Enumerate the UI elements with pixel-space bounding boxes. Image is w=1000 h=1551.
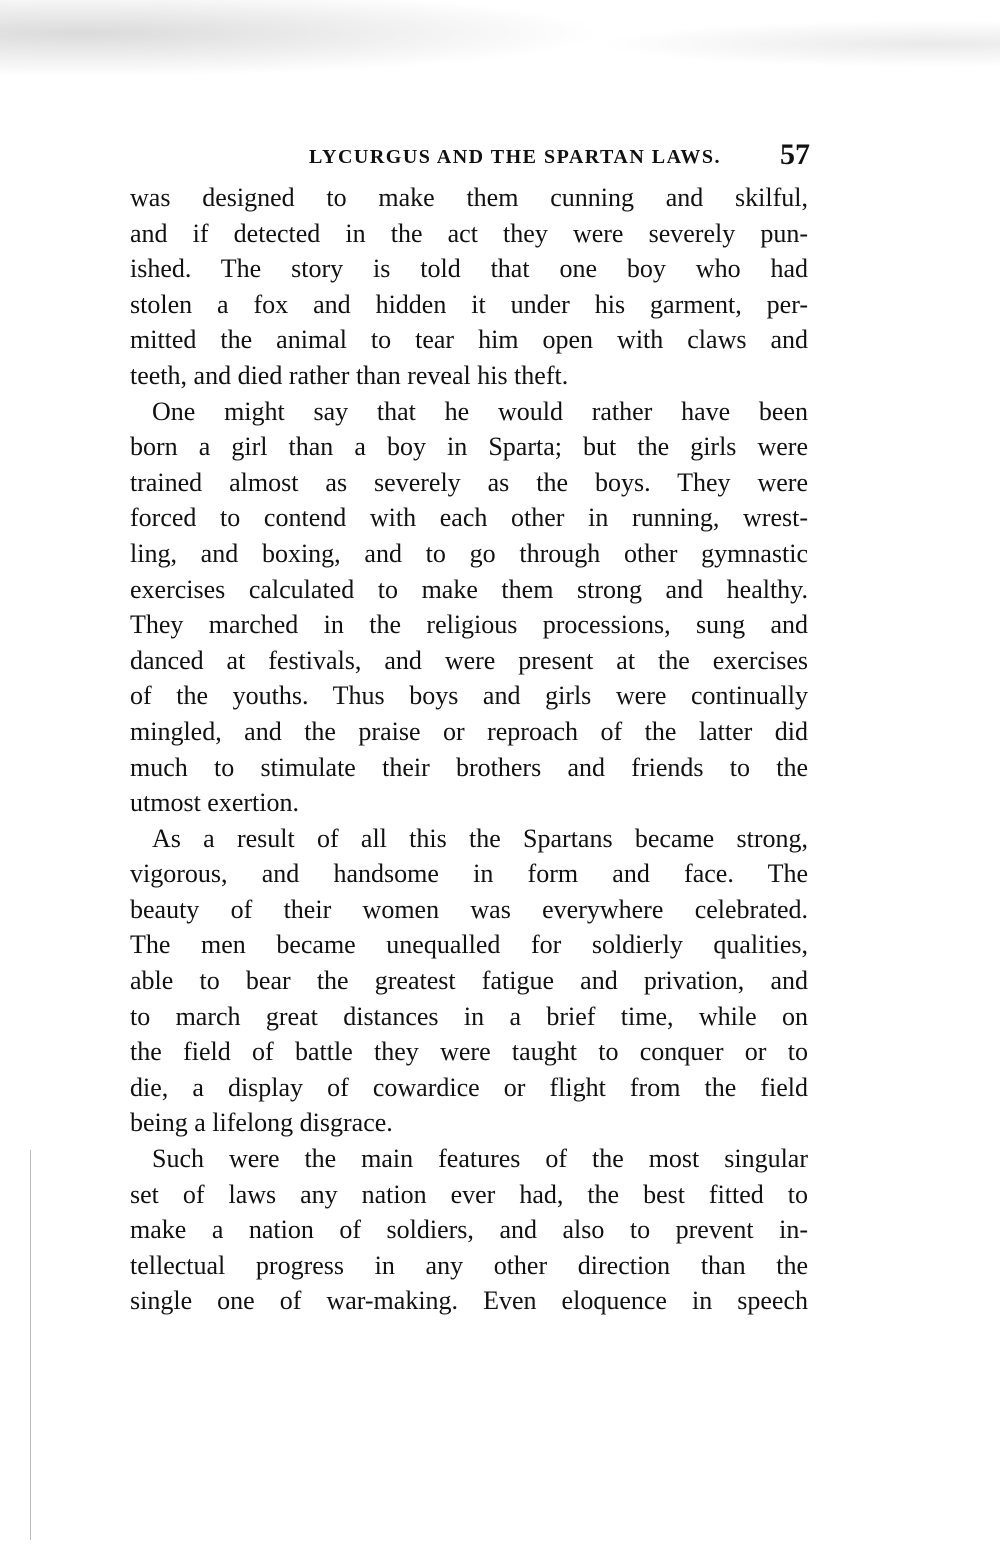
text-line: much to stimulate their brothers and friends to the <box>130 752 808 782</box>
text-line: die, a display of cowardice or flight from the field <box>130 1072 808 1102</box>
text-line: set of laws any nation ever had, the best fitted to <box>130 1179 808 1209</box>
text-line: stolen a fox and hidden it under his garment, per- <box>130 289 808 319</box>
text-line: teeth, and died rather than reveal his theft. <box>130 360 569 390</box>
text-line: forced to contend with each other in running, wrest- <box>130 503 808 533</box>
text-line: mitted the animal to tear him open with claws and <box>130 325 808 355</box>
text-line: was designed to make them cunning and skilful, <box>130 183 808 212</box>
running-header: LYCURGUS AND THE SPARTAN LAWS. <box>309 146 721 168</box>
text-line: The men became unequalled for soldierly qualities, <box>130 930 808 960</box>
text-line: beauty of their women was everywhere celebrated. <box>130 894 808 924</box>
text-line: make a nation of soldiers, and also to prevent in- <box>130 1215 808 1245</box>
text-line: mingled, and the praise or reproach of the latter did <box>130 716 808 746</box>
scan-smudge <box>0 0 1000 110</box>
paragraph <box>130 821 808 1141</box>
page-number: 57 <box>780 138 810 171</box>
text-line: As a result of all this the Spartans became strong, <box>152 823 808 853</box>
text-line: and if detected in the act they were severely pun- <box>130 218 808 248</box>
text-line: utmost exertion. <box>130 788 299 818</box>
text-line: ished. The story is told that one boy who had <box>130 254 808 284</box>
text-line: danced at festivals, and were present at the exercises <box>130 645 808 675</box>
text-line: They marched in the religious processions, sung and <box>130 610 808 640</box>
text-line: to march great distances in a brief time, while on <box>130 1001 808 1031</box>
text-line: born a girl than a boy in Sparta; but the girls were <box>130 432 808 462</box>
text-line: being a lifelong disgrace. <box>130 1108 393 1138</box>
text-line: trained almost as severely as the boys. They were <box>130 467 808 497</box>
text-line: the field of battle they were taught to conquer or to <box>130 1037 808 1067</box>
text-line: single one of war-making. Even eloquence in speech <box>130 1286 808 1316</box>
text-line: ling, and boxing, and to go through other gymnastic <box>130 538 808 568</box>
text-line: exercises calculated to make them strong and healthy. <box>130 574 808 604</box>
text-line: Such were the main features of the most singular <box>152 1144 808 1174</box>
text-line: able to bear the greatest fatigue and privation, and <box>130 966 808 996</box>
text-line: tellectual progress in any other direction than the <box>130 1250 808 1280</box>
paragraph <box>130 1141 808 1319</box>
text-line: One might say that he would rather have been <box>152 396 808 426</box>
paragraph <box>130 394 808 821</box>
scan-edge-line <box>30 1150 31 1540</box>
page-body <box>130 180 808 1319</box>
text-line: vigorous, and handsome in form and face. The <box>130 859 808 889</box>
text-line: of the youths. Thus boys and girls were continually <box>130 681 808 711</box>
paragraph <box>130 180 808 394</box>
